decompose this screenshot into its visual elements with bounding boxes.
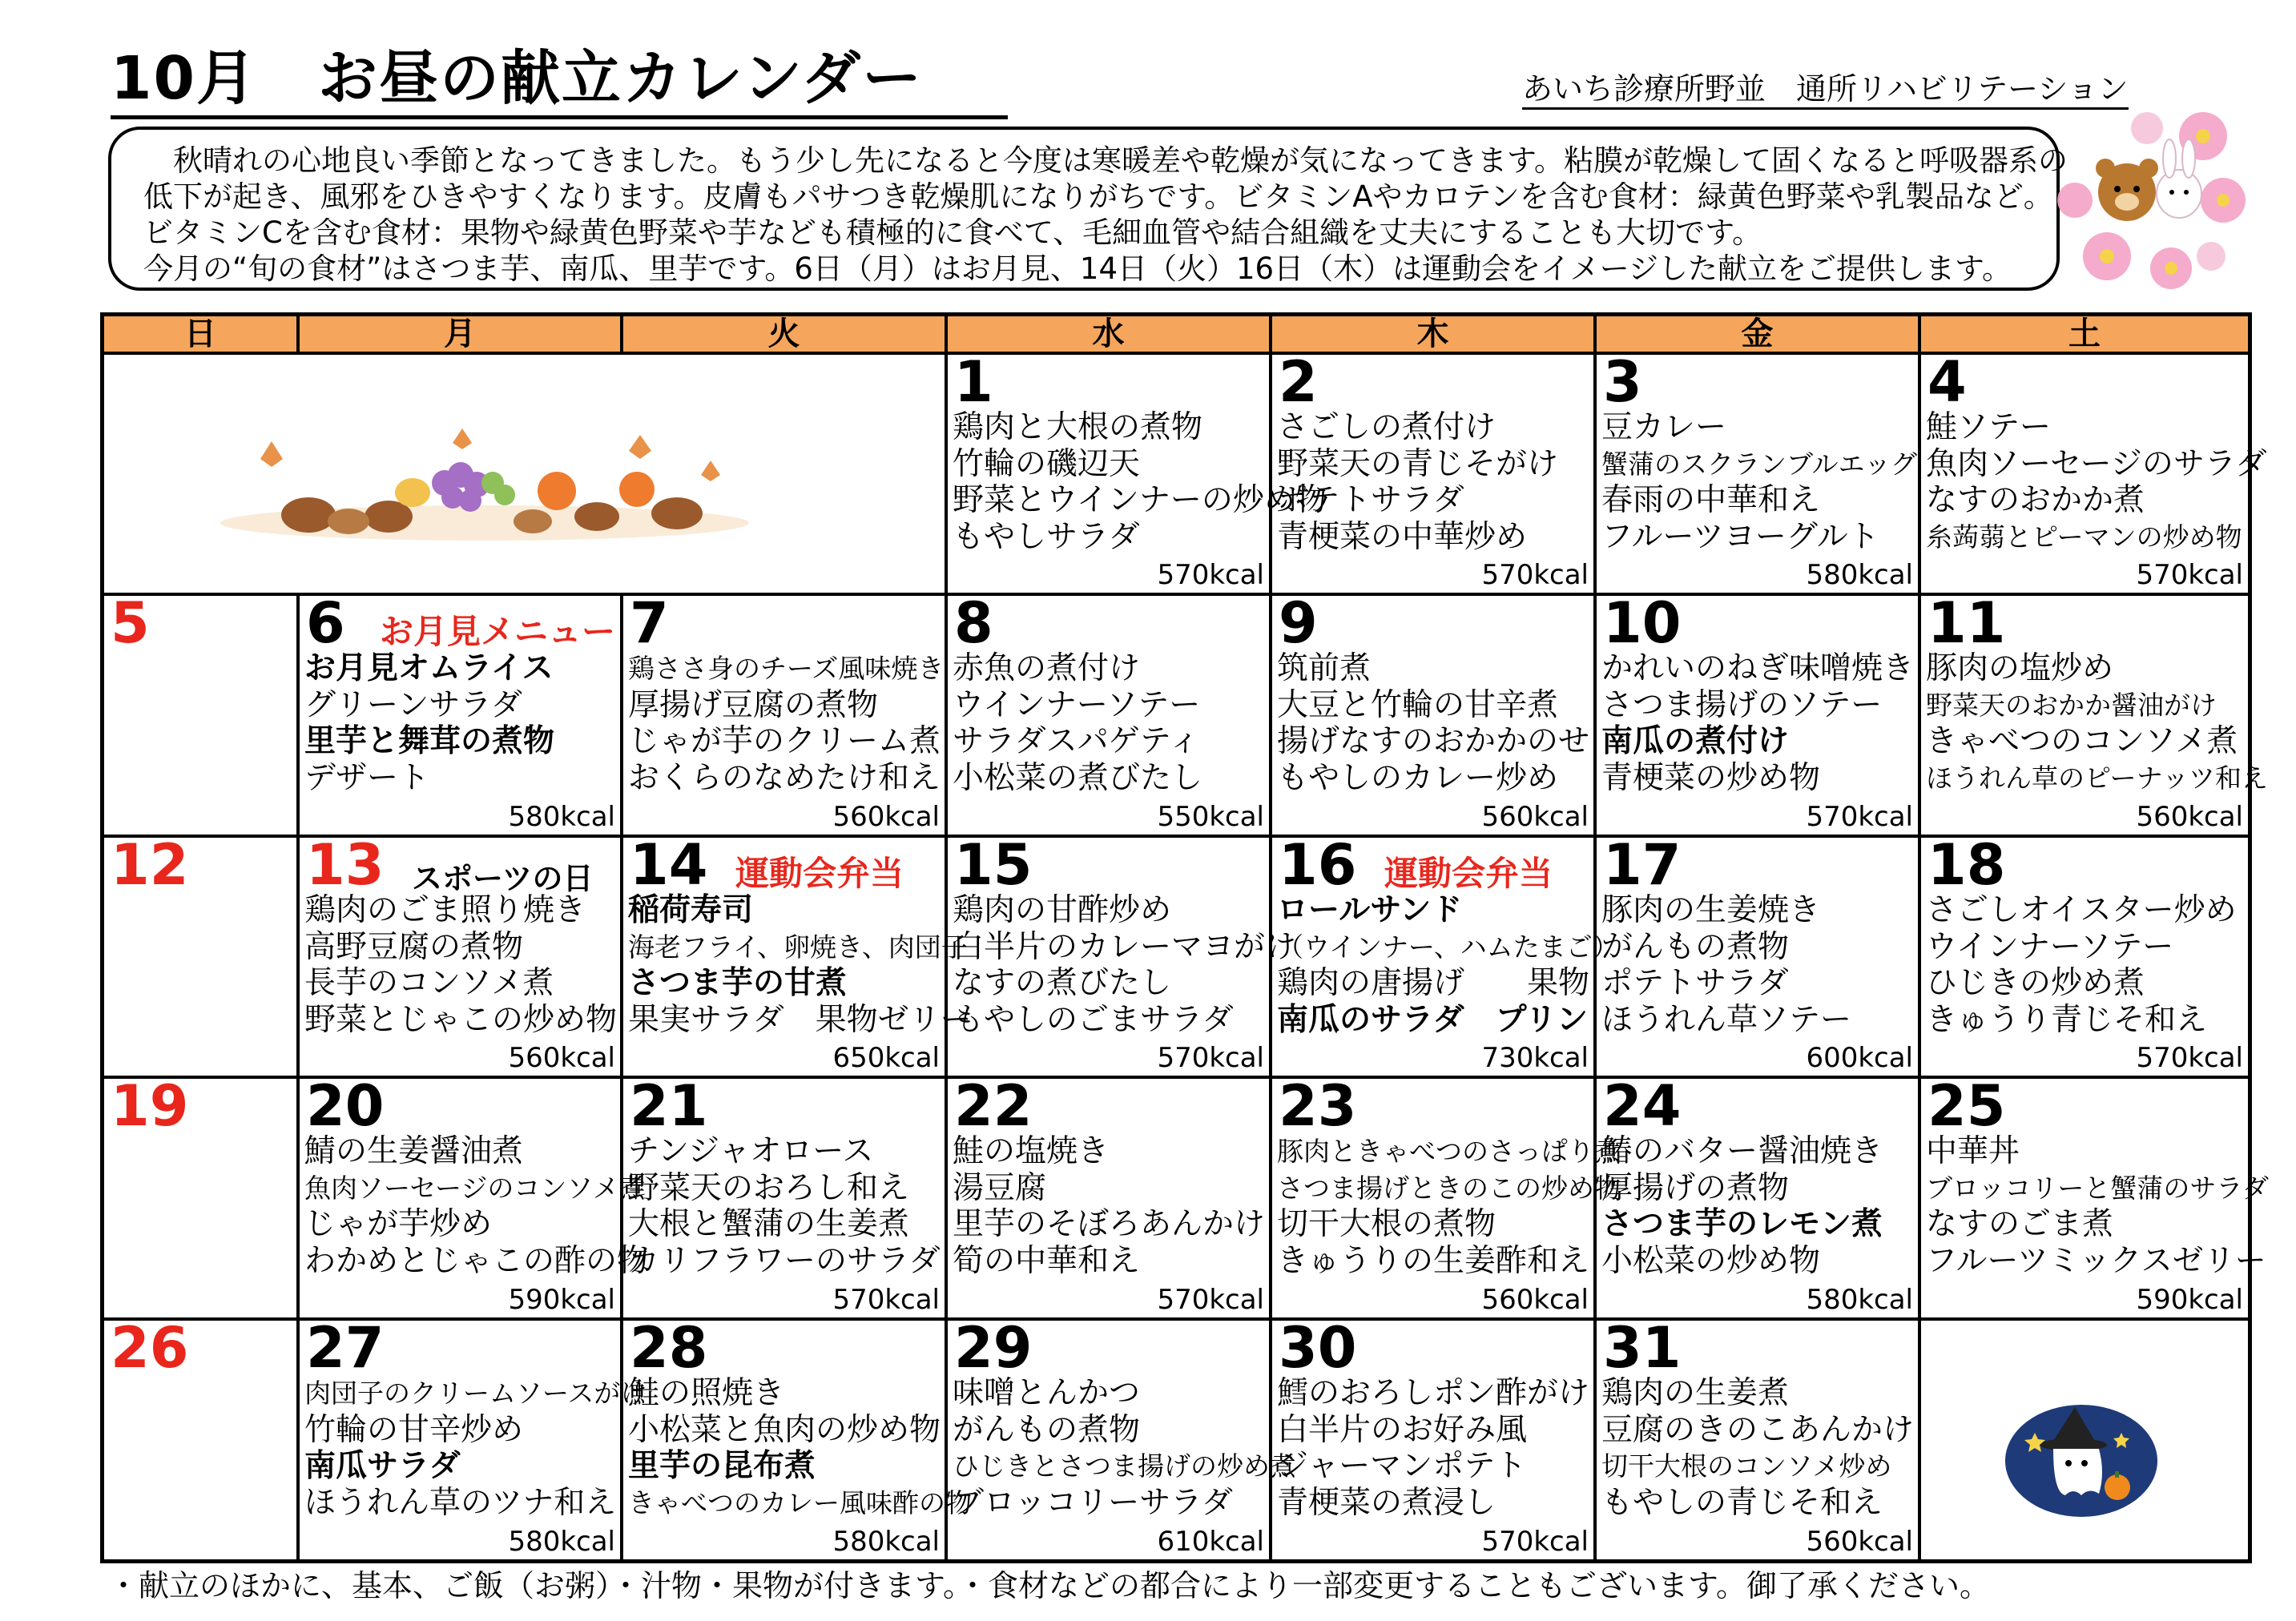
page-title: 10月 お昼の献立カレンダー [111,42,1008,119]
menu-item: さつま芋のレモン煮 [1601,1206,1883,1242]
menu-item: 稲荷寿司 [628,892,754,928]
calorie-value: 610kcal [1157,1526,1264,1558]
day-number: 28 [630,1315,708,1381]
menu-item: 海老フライ、卵焼き、肉団子 [628,931,968,963]
day-cell-sunday [104,590,300,838]
calorie-value: 570kcal [1481,1526,1589,1558]
day-cell [948,1315,1296,1559]
menu-item: 湯豆腐 [953,1169,1047,1206]
menu-item: 肉団子のクリームソースがけ [304,1378,647,1409]
bear-rabbit-cosmos-illustration [2051,104,2247,292]
calorie-value: 550kcal [1157,801,1264,833]
menu-list [1277,650,1590,796]
calorie-value: 570kcal [2136,1042,2243,1074]
day-cell [1921,590,2269,838]
menu-item: 豚肉ときゃべつのさっぱり煮 [1277,1136,1621,1167]
day-cell [1921,349,2267,596]
menu-item: 小松菜の煮びたし [953,759,1203,796]
day-number: 2 [1279,349,1318,415]
menu-item: ポテトサラダ [1601,965,1789,1001]
menu-item: 青梗菜の中華炒め [1277,518,1528,555]
menu-item: 糸蒟蒻とピーマンの炒め物 [1926,521,2242,553]
intro-line: ビタミンCを含む食材：果物や緑黄色野菜や芋なども積極的に食べて、毛細血管や結合組織を丈夫にすることも大切です。 [143,215,1762,250]
menu-list [628,1375,972,1521]
menu-list [1926,892,2245,1038]
menu-item: さつま芋の甘煮 [628,965,848,1001]
intro-line: 今月の“旬の食材”はさつま芋、南瓜、里芋です。6日（月）はお月見、14日（火）16日（木）は運動会をイメージした献立をご提供します。 [143,251,2012,286]
menu-item: ブロッコリーと蟹蒲のサラダ [1926,1172,2270,1204]
day-number: 3 [1603,349,1642,415]
day-number: 30 [1279,1315,1357,1381]
day-cell [300,1315,647,1559]
menu-item: ポテトサラダ [1277,482,1464,518]
menu-list [1601,1375,1915,1521]
menu-item: 竹輪の甘辛炒め [304,1411,524,1448]
menu-item: 里芋のそぼろあんかけ [953,1206,1266,1242]
calorie-value: 580kcal [508,801,615,833]
calorie-value: 560kcal [1806,1526,1913,1558]
menu-item: さつま揚げのソテー [1601,686,1883,723]
calorie-value: 560kcal [508,1042,615,1074]
day-number: 22 [954,1073,1033,1139]
day-cell [623,1073,948,1321]
menu-item: 中華丼 [1926,1133,2020,1169]
day-number: 13 [306,832,385,898]
menu-item: 味噌とんかつ [953,1375,1141,1411]
menu-item: 厚揚げ豆腐の煮物 [628,686,879,723]
menu-item: 白半片のカレーマヨがけ [953,928,1297,965]
calorie-value: 570kcal [1481,559,1589,591]
menu-item: 南瓜の煮付け [1601,723,1790,759]
menu-item: 魚肉ソーセージのコンソメ煮 [304,1172,646,1204]
calorie-value: 560kcal [2136,801,2243,833]
menu-item: ジャーマンポテト [1277,1448,1527,1484]
day-number: 6 [306,590,345,656]
menu-item: 揚げなすのおかかのせ [1277,723,1590,759]
menu-item: なすの煮びたし [953,965,1172,1001]
organization-name: あいち診療所野並 通所リハビリテーション [1522,70,2129,110]
menu-item: 鶏肉のごま照り焼き [304,892,586,928]
menu-item: 小松菜の炒め物 [1601,1242,1821,1279]
day-number: 12 [111,832,189,898]
calorie-value: 570kcal [1806,801,1913,833]
day-number: 7 [630,590,669,656]
special-menu-label: お月見メニュー [380,612,616,651]
day-number: 4 [1927,349,1967,415]
menu-item: デザート [304,759,430,796]
menu-item: 野菜天のおろし和え [628,1169,910,1206]
menu-list [1601,650,1915,796]
menu-item: 鮭ソテー [1926,409,2052,445]
weekday-header-wednesday: 水 [948,316,1272,355]
day-number: 10 [1603,590,1682,656]
calorie-value: 580kcal [832,1526,940,1558]
menu-item: 小松菜と魚肉の炒め物 [628,1411,941,1448]
day-number: 20 [306,1073,385,1139]
day-number: 19 [111,1073,189,1139]
menu-item: 赤魚の煮付け [953,650,1141,686]
day-number: 5 [111,590,150,656]
menu-item: フルーツミックスゼリー [1926,1242,2266,1279]
day-cell-sunday [104,1073,300,1321]
menu-item: もやしのごまサラダ [953,1001,1234,1038]
menu-item: 筑前煮 [1277,650,1372,686]
menu-item: 高野豆腐の煮物 [304,928,524,965]
menu-item: 豚肉の生姜焼き [1601,892,1821,928]
day-number: 16 [1279,832,1357,898]
calorie-value: 560kcal [1481,1284,1589,1316]
day-cell [300,1073,649,1321]
menu-item: 里芋と舞茸の煮物 [304,723,555,759]
menu-list [953,1133,1266,1279]
menu-item: カリフラワーのサラダ [628,1242,941,1279]
menu-item: 鶏ささ身のチーズ風味焼き [628,653,945,684]
menu-item: ウインナーソテー [953,686,1201,723]
menu-item: チンジャオロース [628,1133,874,1169]
menu-item: 鮭の塩焼き [953,1133,1110,1169]
menu-item: きゃべつのコンソメ煮 [1926,723,2238,759]
day-cell [1597,590,1921,838]
calorie-value: 560kcal [832,801,940,833]
calorie-value: 580kcal [1806,1284,1913,1316]
weekday-header-thursday: 木 [1272,316,1597,355]
day-number: 17 [1603,832,1682,898]
day-cell [1272,1315,1597,1559]
special-menu-label: 運動会弁当 [1384,854,1553,893]
menu-list [1277,1375,1590,1521]
day-cell [1921,832,2248,1079]
menu-item: 青梗菜の煮浸し [1277,1484,1496,1521]
menu-item: 鶏肉と大根の煮物 [953,409,1203,445]
day-cell [1272,590,1597,838]
menu-item: きゅうり青じそ和え [1926,1001,2208,1038]
menu-item: きゅうりの生姜酢和え [1277,1242,1590,1279]
menu-item: 切干大根の煮物 [1277,1206,1496,1242]
weekday-header-sunday: 日 [104,316,300,355]
menu-item: 筍の中華和え [953,1242,1141,1279]
calorie-value: 580kcal [508,1526,615,1558]
menu-item: 豆カレー [1601,409,1727,445]
day-cell [300,832,623,1079]
intro-line: 低下が起き、風邪をひきやすくなります。皮膚もパサつき乾燥肌になりがちです。ビタミンAやカロテンを含む食材：緑黄色野菜や乳製品など。 [143,179,2053,214]
menu-item: 鶏肉の甘酢炒め [953,892,1172,928]
day-cell [623,590,948,838]
calorie-value: 600kcal [1806,1042,1913,1074]
day-number: 15 [954,832,1033,898]
menu-list [1277,1133,1621,1279]
menu-item: 果実サラダ 果物ゼリー [628,1001,972,1038]
menu-item: 鮭の照焼き [628,1375,785,1411]
day-number: 31 [1603,1315,1682,1381]
halloween-ghost-illustration [2001,1401,2161,1521]
day-cell [623,1315,972,1559]
day-number: 11 [1927,590,2006,656]
menu-list [953,892,1297,1038]
menu-list [1926,409,2267,555]
intro-message-box [108,127,2068,291]
menu-list [1277,409,1590,555]
day-number: 25 [1927,1073,2006,1139]
day-cell [300,590,623,838]
menu-item: グリーンサラダ [304,686,522,723]
holiday-label: スポーツの日 [412,861,594,896]
calorie-value: 570kcal [2136,559,2243,591]
empty-days-area [104,355,948,596]
menu-list [1601,409,1918,555]
menu-item: 野菜とウインナーの炒め物 [953,482,1327,518]
empty-day-cell [1921,1321,2248,1559]
menu-item: 春雨の中華和え [1601,482,1821,518]
menu-list [953,409,1327,555]
menu-item: かれいのねぎ味噌焼き [1601,650,1915,686]
day-cell-sunday [104,1315,300,1559]
menu-item: 魚肉ソーセージのサラダ [1926,445,2267,482]
day-number: 14 [630,832,708,898]
menu-list [1277,892,1619,1038]
weekday-header-friday: 金 [1597,316,1921,355]
day-cell [948,1073,1272,1321]
menu-item: なすのごま煮 [1926,1206,2114,1242]
day-cell [948,349,1327,596]
calorie-value: 570kcal [1157,559,1264,591]
day-number: 26 [111,1315,189,1381]
day-cell [1597,349,1921,596]
menu-item: 里芋の昆布煮 [628,1448,816,1484]
menu-item: 青梗菜の炒め物 [1601,759,1821,796]
menu-item: お月見オムライス [304,650,554,686]
menu-item: 鯖の生姜醤油煮 [304,1133,524,1169]
menu-item: ほうれん草ソテー [1601,1001,1852,1038]
menu-item: 厚揚げの煮物 [1601,1169,1790,1206]
weekday-header-saturday: 土 [1921,316,2248,355]
menu-item: もやしサラダ [953,518,1140,555]
day-number: 9 [1279,590,1318,656]
day-number: 8 [954,590,993,656]
calorie-value: 570kcal [832,1284,940,1316]
day-number: 21 [630,1073,708,1139]
day-number: 1 [954,349,993,415]
special-menu-label: 運動会弁当 [735,854,904,893]
weekday-header-tuesday: 火 [623,316,948,355]
day-number: 18 [1927,832,2006,898]
menu-item: ロールサンド [1277,892,1463,928]
menu-item: 蟹蒲のスクランブルエッグ [1601,448,1918,480]
menu-calendar-grid [100,312,2270,1563]
calorie-value: 580kcal [1806,559,1913,591]
menu-item: じゃが芋のクリーム煮 [628,723,941,759]
menu-list [953,1375,1296,1521]
calorie-value: 650kcal [832,1042,940,1074]
menu-list [1926,1133,2270,1279]
menu-item: フルーツヨーグルト [1601,518,1879,555]
menu-item: 竹輪の磯辺天 [953,445,1141,482]
day-number: 23 [1279,1073,1357,1139]
menu-list [1601,1133,1915,1279]
menu-list [628,650,945,796]
calorie-value: 570kcal [1157,1042,1264,1074]
menu-item: 鱈のおろしポン酢がけ [1277,1375,1590,1411]
calorie-value: 730kcal [1481,1042,1589,1074]
menu-item: 南瓜サラダ [304,1448,461,1484]
menu-list [1601,892,1915,1038]
day-number: 24 [1603,1073,1682,1139]
menu-item: がんもの煮物 [953,1411,1141,1448]
menu-item: さつま揚げときのこの炒め物 [1277,1172,1621,1204]
menu-item: なすのおかか煮 [1926,482,2145,518]
menu-item: 鶏肉の唐揚げ 果物 [1277,965,1590,1001]
menu-item: 野菜天のおかか醤油がけ [1926,689,2217,721]
footer-note-menu-changes: ・食材などの都合により一部変更することもございます。御了承ください。 [957,1568,1990,1603]
day-cell [1597,832,1921,1079]
menu-item: きゃべつのカレー風味酢の物 [628,1486,972,1518]
intro-line: 秋晴れの心地良い季節となってきました。もう少し先になると今度は寒暖差や乾燥が気になってきます。粘膜が乾燥して固くなると呼吸器系の [173,143,2068,178]
menu-item: がんもの煮物 [1601,928,1790,965]
menu-item: 大根と蟹蒲の生姜煮 [628,1206,910,1242]
menu-item: （ウインナー、ハムたまご） [1277,931,1619,963]
menu-list [1926,650,2269,796]
menu-item: 野菜とじゃこの炒め物 [304,1001,618,1038]
calorie-value: 590kcal [2136,1284,2243,1316]
menu-list [628,1133,941,1279]
menu-list [304,1133,649,1279]
menu-item: 長芋のコンソメ煮 [304,965,554,1001]
calorie-value: 560kcal [1481,801,1589,833]
day-cell [948,832,1297,1079]
menu-item: ブロッコリーサラダ [953,1484,1233,1521]
calorie-value: 570kcal [1157,1284,1264,1316]
menu-item: さごしの煮付け [1277,409,1496,445]
footer-note-included-items: ・献立のほかに、基本、ご飯（お粥）・汁物・果物が付きます。 [108,1568,973,1603]
day-cell [948,590,1272,838]
day-cell [1921,1073,2270,1321]
day-cell [1597,1073,1921,1321]
menu-list [304,892,617,1038]
day-cell [1272,349,1597,596]
menu-item: ほうれん草のピーナッツ和え [1926,762,2269,794]
menu-item: もやしのカレー炒め [1277,759,1559,796]
calorie-value: 590kcal [508,1284,615,1316]
menu-item: ひじきの炒め煮 [1926,965,2145,1001]
day-number: 29 [954,1315,1033,1381]
menu-item: 白半片のお好み風 [1277,1411,1528,1448]
menu-item: 豆腐のきのこあんかけ [1601,1411,1915,1448]
day-cell [623,832,972,1079]
menu-list [628,892,972,1038]
day-number: 27 [306,1315,385,1381]
menu-item: じゃが芋炒め [304,1206,493,1242]
day-cell-sunday [104,832,300,1079]
menu-list [304,650,617,796]
menu-item: サラダスパゲティ [953,723,1200,759]
menu-item: 豚肉の塩炒め [1926,650,2114,686]
menu-item: ウインナーソテー [1926,928,2174,965]
menu-item: 南瓜のサラダ プリン [1277,1001,1589,1038]
weekday-header-monday: 月 [300,316,623,355]
menu-list [304,1375,647,1521]
day-cell [1272,1073,1621,1321]
menu-item: ひじきとさつま揚げの炒め煮 [953,1450,1296,1482]
menu-item: 野菜天の青じそがけ [1277,445,1559,482]
menu-item: わかめとじゃこの酢の物 [304,1242,649,1279]
menu-item: 切干大根のコンソメ炒め [1601,1450,1892,1482]
autumn-fruit-illustration [212,427,757,547]
day-cell [1272,832,1619,1079]
menu-item: さごしオイスター炒め [1926,892,2237,928]
menu-item: もやしの青じそ和え [1601,1484,1883,1521]
menu-item: 鶏肉の生姜煮 [1601,1375,1790,1411]
menu-item: 大豆と竹輪の甘辛煮 [1277,686,1559,723]
day-cell [1597,1315,1921,1559]
menu-list [953,650,1266,796]
menu-item: おくらのなめたけ和え [628,759,941,796]
menu-item: 鰆のバター醤油焼き [1601,1133,1883,1169]
menu-item: ほうれん草のツナ和え [304,1484,617,1521]
